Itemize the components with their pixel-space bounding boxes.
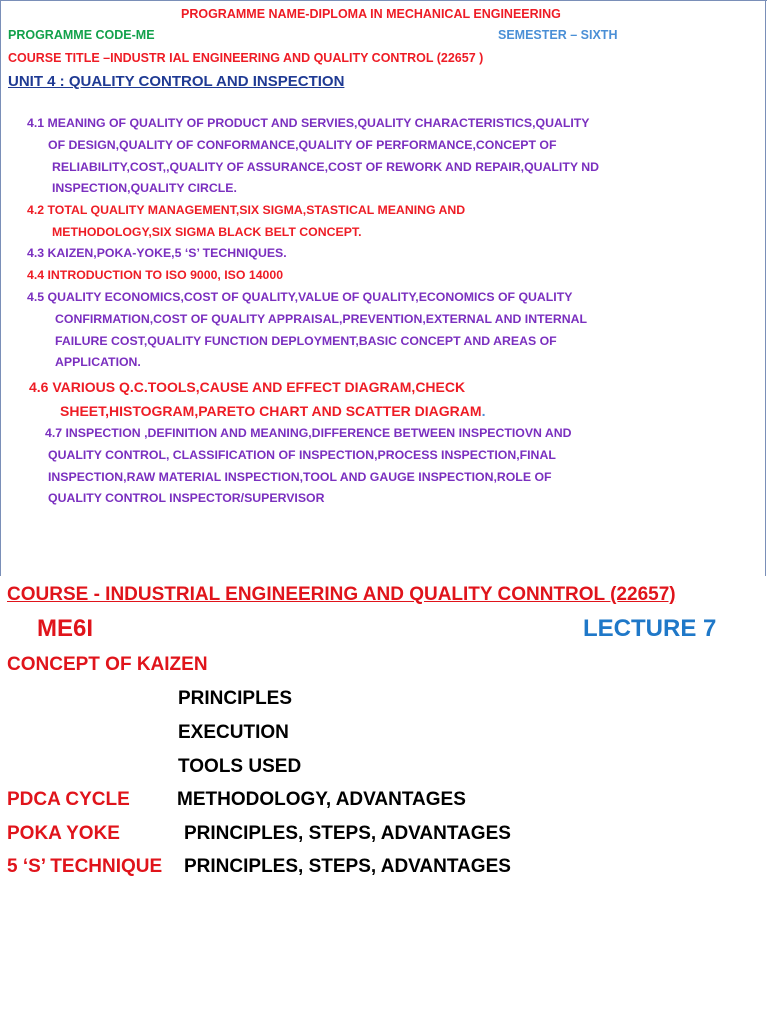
lecture-course-heading: COURSE - INDUSTRIAL ENGINEERING AND QUALITY CONNTROL (22657) (7, 584, 676, 605)
syllabus-line: 4.3 KAIZEN,POKA-YOKE,5 ‘S’ TECHNIQUES. (27, 246, 287, 260)
lecture-number: LECTURE 7 (583, 615, 717, 642)
syllabus-line: QUALITY CONTROL INSPECTOR/SUPERVISOR (48, 491, 325, 506)
syllabus-line: METHODOLOGY,SIX SIGMA BLACK BELT CONCEPT. (52, 224, 362, 239)
programme-code: PROGRAMME CODE-ME (8, 28, 155, 42)
syllabus-item-4-3 (27, 243, 287, 265)
class-code: ME6I (37, 615, 94, 642)
syllabus-line: INSPECTION,RAW MATERIAL INSPECTION,TOOL AND GAUGE INSPECTION,ROLE OF (48, 469, 552, 484)
pdca-detail: METHODOLOGY, ADVANTAGES (177, 789, 466, 810)
syllabus-line: 4.5 QUALITY ECONOMICS,COST OF QUALITY,VALUE OF QUALITY,ECONOMICS OF QUALITY (27, 290, 573, 304)
syllabus-item-4-2 (27, 200, 465, 244)
five-s-detail: PRINCIPLES, STEPS, ADVANTAGES (184, 856, 511, 877)
programme-name: PROGRAMME NAME-DIPLOMA IN MECHANICAL ENGINEERING (181, 7, 561, 21)
syllabus-line: 4.7 INSPECTION ,DEFINITION AND MEANING,DIFFERENCE BETWEEN INSPECTIOVN AND (45, 426, 572, 440)
unit-title: UNIT 4 : QUALITY CONTROL AND INSPECTION (8, 73, 345, 90)
syllabus-line: 4.4 INTRODUCTION TO ISO 9000, ISO 14000 (27, 268, 284, 282)
syllabus-line: QUALITY CONTROL, CLASSIFICATION OF INSPECTION,PROCESS INSPECTION,FINAL (48, 447, 556, 462)
syllabus-trailing-period: . (481, 403, 486, 419)
syllabus-item-4-5 (27, 287, 587, 374)
syllabus-line: RELIABILITY,COST,,QUALITY OF ASSURANCE,COST OF REWORK AND REPAIR,QUALITY ND (52, 159, 599, 174)
kaizen-point-execution: EXECUTION (178, 722, 289, 743)
syllabus-line: 4.6 VARIOUS Q.C.TOOLS,CAUSE AND EFFECT DIAGRAM,CHECK (29, 379, 466, 395)
syllabus-line: FAILURE COST,QUALITY FUNCTION DEPLOYMENT,BASIC CONCEPT AND AREAS OF (55, 333, 557, 348)
syllabus-item-4-7 (27, 423, 572, 510)
slide-top-border (1, 0, 767, 4)
syllabus-line: SHEET,HISTOGRAM,PARETO CHART AND SCATTER DIAGRAM (60, 403, 482, 419)
syllabus-line: 4.2 TOTAL QUALITY MANAGEMENT,SIX SIGMA,STASTICAL MEANING AND (27, 203, 466, 217)
kaizen-point-tools: TOOLS USED (178, 756, 302, 777)
syllabus-item-4-4 (27, 265, 283, 287)
kaizen-heading: CONCEPT OF KAIZEN (7, 654, 208, 675)
kaizen-point-principles: PRINCIPLES (178, 688, 293, 709)
poka-yoke-label: POKA YOKE (7, 823, 120, 844)
syllabus-line: CONFIRMATION,COST OF QUALITY APPRAISAL,PREVENTION,EXTERNAL AND INTERNAL (55, 311, 587, 326)
syllabus-item-4-6 (29, 375, 485, 423)
syllabus-line: INSPECTION,QUALITY CIRCLE. (52, 181, 237, 196)
course-title: COURSE TITLE –INDUSTR IAL ENGINEERING AND QUALITY CONTROL (22657 ) (8, 51, 484, 65)
pdca-label: PDCA CYCLE (7, 789, 130, 810)
five-s-label: 5 ‘S’ TECHNIQUE (7, 856, 163, 877)
syllabus-line: 4.1 MEANING OF QUALITY OF PRODUCT AND SERVIES,QUALITY CHARACTERISTICS,QUALITY (27, 116, 590, 130)
semester: SEMESTER – SIXTH (498, 28, 618, 42)
syllabus-item-4-1 (27, 113, 599, 200)
poka-yoke-detail: PRINCIPLES, STEPS, ADVANTAGES (184, 823, 511, 844)
syllabus-line: APPLICATION. (55, 355, 141, 370)
syllabus-line: OF DESIGN,QUALITY OF CONFORMANCE,QUALITY OF PERFORMANCE,CONCEPT OF (48, 137, 557, 152)
